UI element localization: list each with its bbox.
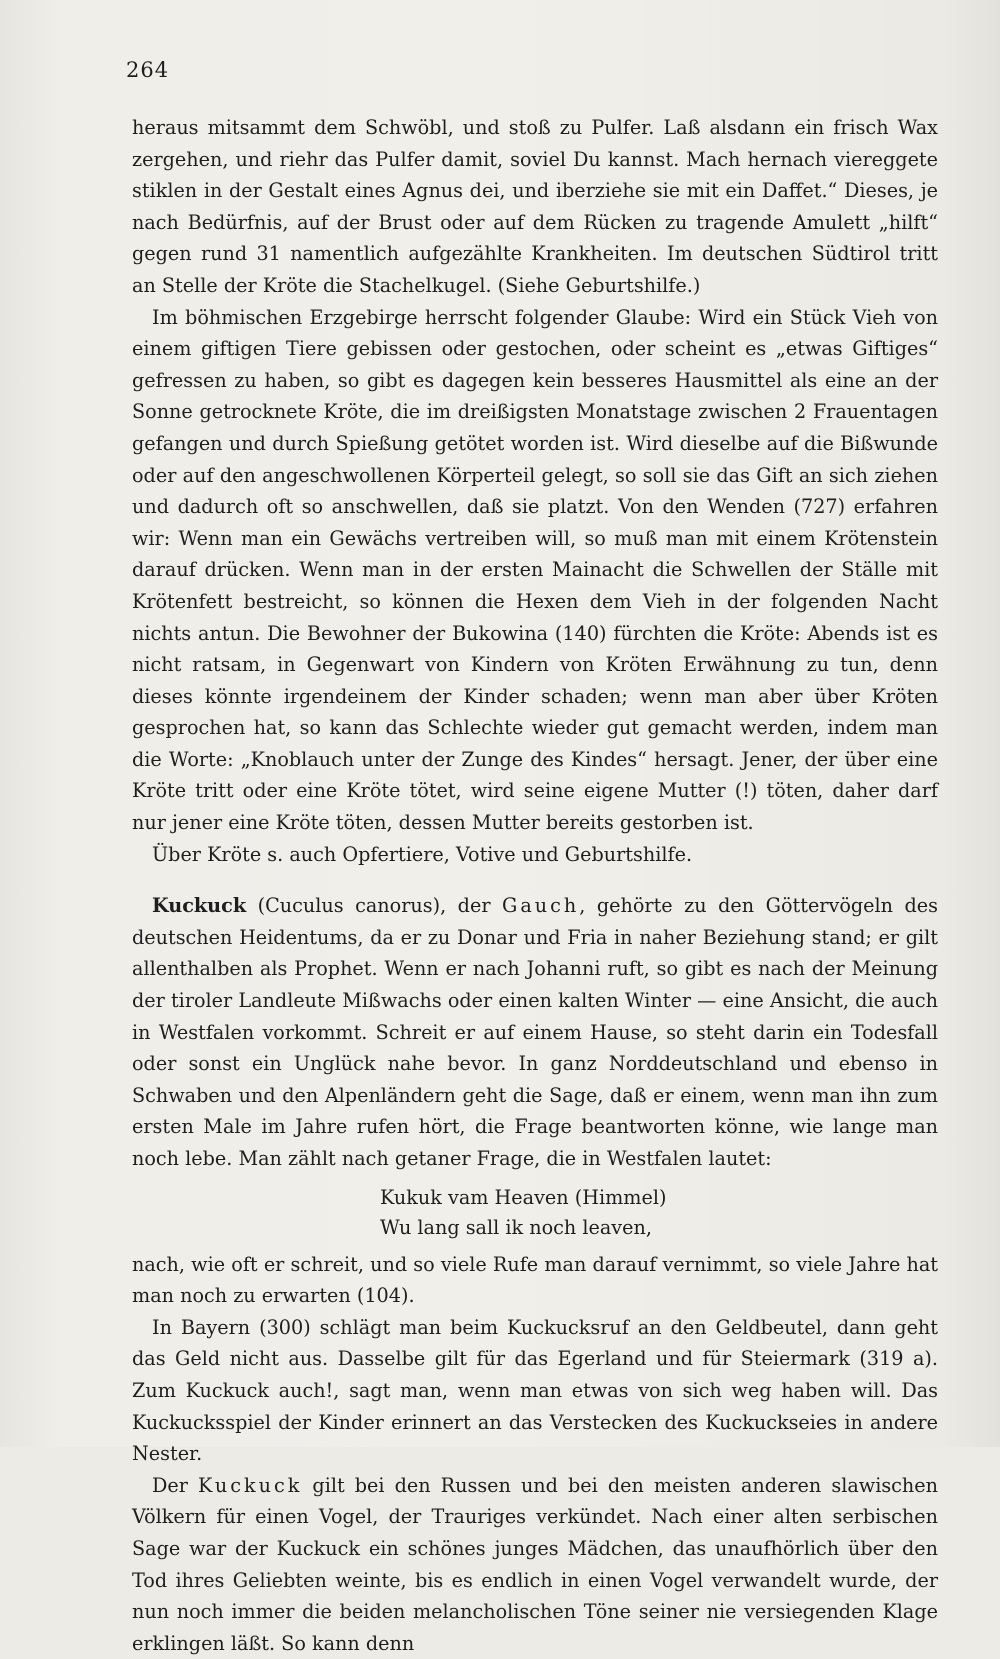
paragraph-slavic bbox=[132, 1470, 938, 1659]
verse-line-1: Kukuk vam Heaven (Himmel) bbox=[380, 1185, 667, 1209]
entry-latin-name: (Cuculus canorus), der bbox=[246, 894, 503, 918]
slavic-text: gilt bei den Russen und bei den meisten anderen slawischen Völkern für einen Vogel, der Trauriges verkündet. Nach einer alten serbischen Sage war der Kuckuck ein schönes junges Mädchen, das unaufhörlich über den Tod ihres Geliebten weinte, bis es endlich in einen Vogel verwandelt wurde, der nun noch immer die beiden melancholischen Töne seiner nie versiegenden Klage erklingen läßt. So kann denn bbox=[132, 1473, 938, 1655]
slavic-start: Der bbox=[152, 1473, 198, 1497]
slavic-kuckuck: Kuckuck bbox=[197, 1473, 303, 1497]
paragraph-cross-reference: Über Kröte s. auch Opfertiere, Votive und Geburtshilfe. bbox=[152, 842, 693, 866]
entry-headword: Kuckuck bbox=[152, 894, 247, 918]
page-number: 264 bbox=[126, 58, 170, 82]
paragraph-amulet: heraus mitsammt dem Schwöbl, und stoß zu Pulfer. Laß alsdann ein frisch Wax zergehen, und riehr das Pulfer damit, soviel Du kannst. Mach hernach viereggete stiklen in der Gestalt eines Agnus dei, und iberziehe sie mit ein Daffet.“ Dieses, je nach Bedürfnis, auf der Brust oder auf dem Rücken zu tragende Amulett „hilft“ gegen rund 31 namentlich aufgezählte Krankheiten. Im deutschen Südtirol tritt an Stelle der Kröte die Stachelkugel. (Siehe Geburtshilfe.) bbox=[132, 116, 938, 297]
verse-line-2: Wu lang sall ik noch leaven, bbox=[380, 1215, 652, 1239]
verse-quote bbox=[380, 1183, 938, 1243]
paragraph-bayern: In Bayern (300) schlägt man beim Kuckucksruf an den Geldbeutel, dann geht das Geld nicht aus. Dasselbe gilt für das Egerland und für Steiermark (319 a). Zum Kuckuck auch!, sagt man, wenn man etwas von sich weg haben will. Das Kuckucksspiel der Kinder erinnert an das Verstecken des Kuckuckseies in andere Nester. bbox=[132, 1315, 938, 1466]
entry-gauch: Gauch bbox=[502, 894, 580, 918]
paragraph-counting: nach, wie oft er schreit, und so viele Rufe man darauf vernimmt, so viele Jahre hat man noch zu erwarten (104). bbox=[132, 1252, 938, 1308]
paragraph-erzgebirge: Im böhmischen Erzgebirge herrscht folgender Glaube: Wird ein Stück Vieh von einem giftigen Tiere gebissen oder gestochen, oder scheint es „etwas Giftiges“ gefressen zu haben, so gibt es dagegen kein besseres Hausmittel als eine an der Sonne getrocknete Kröte, die im dreißigsten Monatstage zwischen 2 Frauentagen gefangen und durch Spießung getötet worden ist. Wird dieselbe auf die Bißwunde oder auf den angeschwollenen Körperteil gelegt, so soll sie das Gift an sich ziehen und dadurch oft so anschwellen, daß sie platzt. Von den Wenden (727) erfahren wir: Wenn man ein Gewächs vertreiben will, so muß man mit einem Krötenstein darauf drücken. Wenn man in der ersten Mainacht die Schwellen der Ställe mit Krötenfett bestreicht, so können die Hexen dem Vieh in der folgenden Nacht nichts antun. Die Bewohner der Bukowina (140) fürchten die Kröte: Abends ist es nicht ratsam, in Gegenwart von Kindern von Kröten Erwähnung zu tun, denn dieses könnte irgendeinem der Kinder schaden; wenn man aber über Kröten gesprochen hat, so kann das Schlechte wieder gut gemacht werden, indem man die Worte: „Knoblauch unter der Zunge des Kindes“ hersagt. Jener, der über eine Kröte tritt oder eine Kröte tötet, wird seine eigene Mutter (!) töten, daher darf nur jener eine Kröte töten, dessen Mutter bereits gestorben ist. bbox=[132, 305, 938, 835]
paragraph-kuckuck-entry bbox=[132, 890, 938, 1174]
entry-text: , gehörte zu den Göttervögeln des deutschen Heidentums, da er zu Donar und Fria in naher Beziehung stand; er gilt allenthalben als Prophet. Wenn er nach Johanni ruft, so gibt es nach der Meinung der tiroler Landleute Mißwachs oder einen kalten Winter — eine Ansicht, die auch in Westfalen vorkommt. Schreit er auf einem Hause, so steht darin ein Todesfall oder sonst ein Unglück nahe bevor. In ganz Norddeutschland und ebenso in Schwaben und den Alpenländern geht die Sage, daß er einem, wenn man ihn zum ersten Male im Jahre rufen hört, die Frage beantworten könne, wie lange man noch lebe. Man zählt nach getaner Frage, die in Westfalen lautet: bbox=[132, 894, 938, 1170]
body-text bbox=[132, 112, 938, 1659]
